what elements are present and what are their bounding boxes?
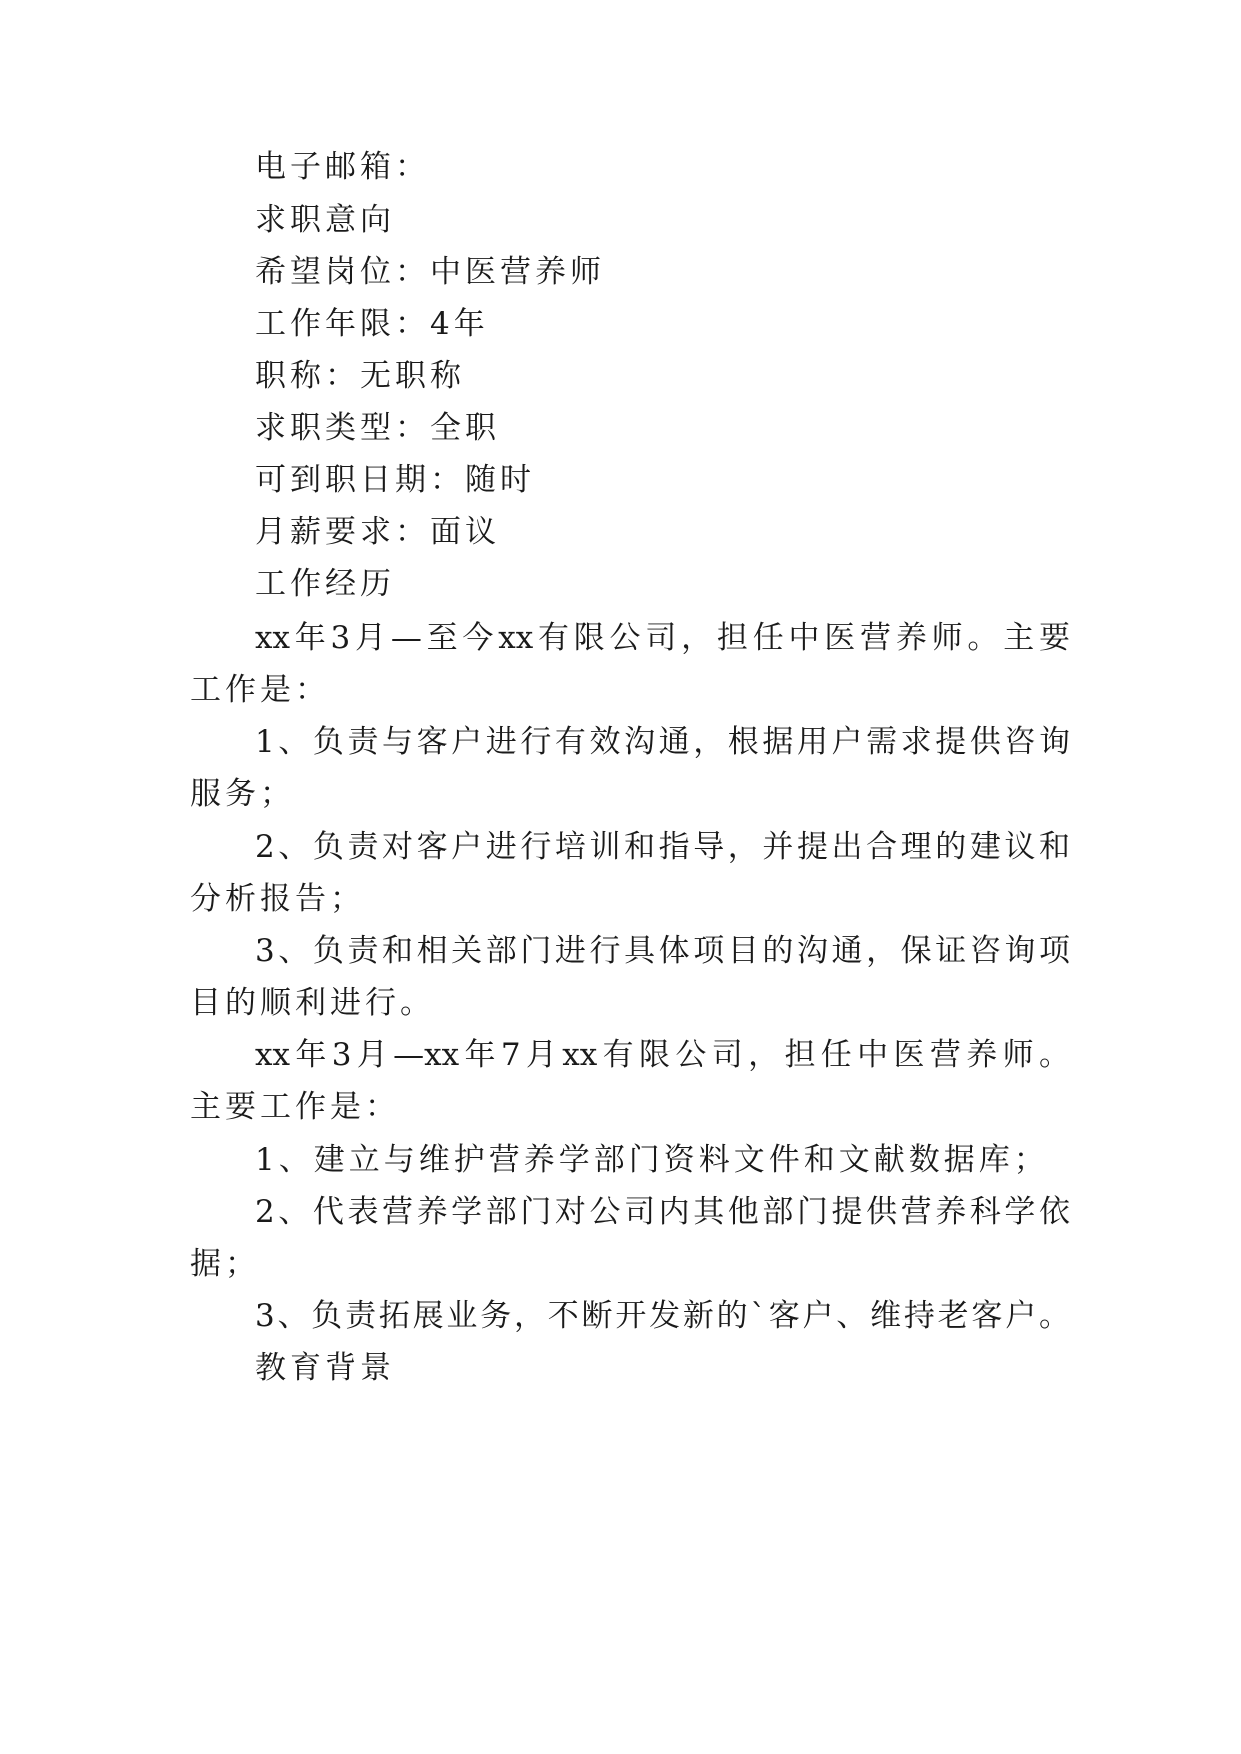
education-heading: 教育背景 [255, 1350, 395, 1386]
desired-position: 希望岗位：中医营养师 [255, 254, 605, 290]
job-1-duty-3-cont: 目的顺利进行。 [190, 985, 435, 1021]
job-1-duty-2: 2、负责对客户进行培训和指导，并提出合理的建议和 [255, 829, 1070, 865]
job-type: 求职类型：全职 [255, 410, 500, 446]
job-1-duty-3: 3、负责和相关部门进行具体项目的沟通，保证咨询项 [255, 933, 1070, 969]
job-1-duty-1-cont: 服务； [190, 776, 295, 812]
job-2-summary: xx年3月—xx年7月xx有限公司，担任中医营养师。 [255, 1037, 1070, 1073]
salary-requirement: 月薪要求：面议 [255, 514, 500, 550]
work-experience-heading: 工作经历 [255, 566, 395, 602]
job-1-duty-2-cont: 分析报告； [190, 881, 365, 917]
job-1-duty-1: 1、负责与客户进行有效沟通，根据用户需求提供咨询 [255, 724, 1070, 760]
professional-title: 职称：无职称 [255, 358, 465, 394]
job-1-summary-cont: 工作是： [190, 672, 330, 708]
email-label: 电子邮箱： [255, 149, 430, 185]
job-2-duty-1: 1、建立与维护营养学部门资料文件和文献数据库； [255, 1142, 1049, 1178]
job-2-summary-cont: 主要工作是： [190, 1089, 400, 1125]
job-2-duty-2-cont: 据； [190, 1246, 260, 1282]
job-1-summary: xx年3月—至今xx有限公司，担任中医营养师。主要 [255, 620, 1070, 656]
job-intention-heading: 求职意向 [255, 202, 395, 238]
work-years: 工作年限：4年 [255, 306, 489, 342]
job-2-duty-3: 3、负责拓展业务，不断开发新的`客户、维持老客户。 [255, 1298, 1070, 1334]
job-2-duty-2: 2、代表营养学部门对公司内其他部门提供营养科学依 [255, 1194, 1070, 1230]
available-date: 可到职日期：随时 [255, 462, 535, 498]
